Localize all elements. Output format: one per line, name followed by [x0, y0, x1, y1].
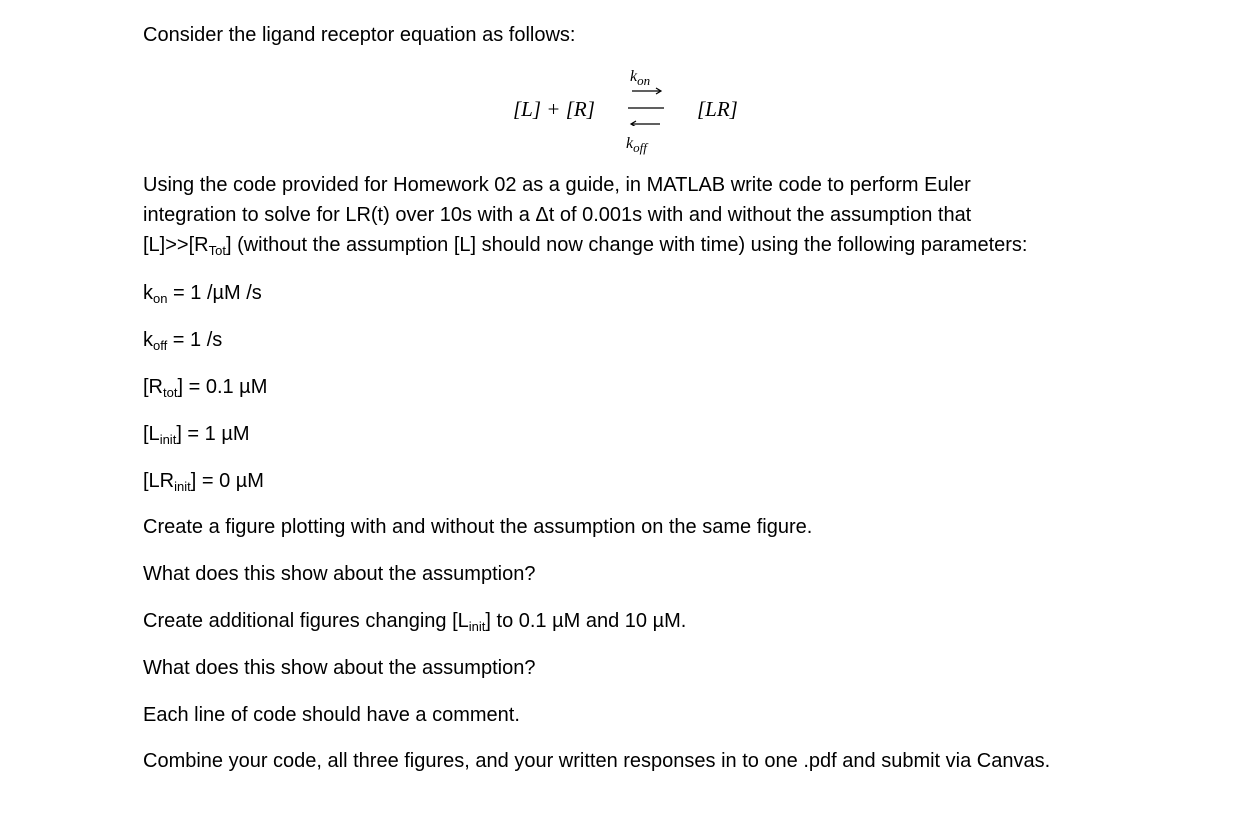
- paragraph-line-1: Using the code provided for Homework 02 as a guide, in MATLAB write code to perform Euler: [143, 174, 971, 196]
- paragraph-line-2: integration to solve for LR(t) over 10s with a Δt of 0.001s with and without the assumption that: [143, 204, 972, 226]
- param-lrinit: $[LR_{init}] = 0$ µM: [143, 470, 264, 494]
- instruction-5: Each line of code should have a comment.: [143, 704, 520, 726]
- equation-rhs: [LR]: [697, 97, 738, 121]
- param-koff: $k_{off} = 1$ /s: [143, 329, 223, 353]
- instruction-3: Create additional figures changing $[L_{init}]$ to 0.1 µM and 10 µM.: [143, 610, 687, 634]
- intro-text: Consider the ligand receptor equation as follows:: [143, 24, 576, 46]
- instructions-paragraph: [143, 170, 1028, 266]
- instruction-2: What does this show about the assumption?: [143, 563, 536, 585]
- equilibrium-arrows-icon: [624, 86, 668, 126]
- instruction-4: What does this show about the assumption?: [143, 657, 536, 679]
- equation-lhs: [L] + [R]: [513, 97, 595, 121]
- paragraph-line-3: $[L]>>[R_{Tot}]$ (without the assumption [L] should now change with time) using the following parameters:: [143, 234, 1028, 258]
- param-rtot: $[R_{tot}] = 0.1$ µM: [143, 376, 268, 400]
- k-on-label: $k_{on}$: [630, 68, 651, 88]
- param-linit: $[L_{init}] = 1$ µM: [143, 423, 250, 447]
- instruction-1: Create a figure plotting with and without the assumption on the same figure.: [143, 516, 813, 538]
- k-off-label: $k_{off}$: [626, 135, 647, 155]
- param-kon: $k_{on} = 1$ /µM /s: [143, 282, 262, 306]
- instruction-6: Combine your code, all three figures, and your written responses in to one .pdf and submit via Canvas.: [143, 750, 1051, 772]
